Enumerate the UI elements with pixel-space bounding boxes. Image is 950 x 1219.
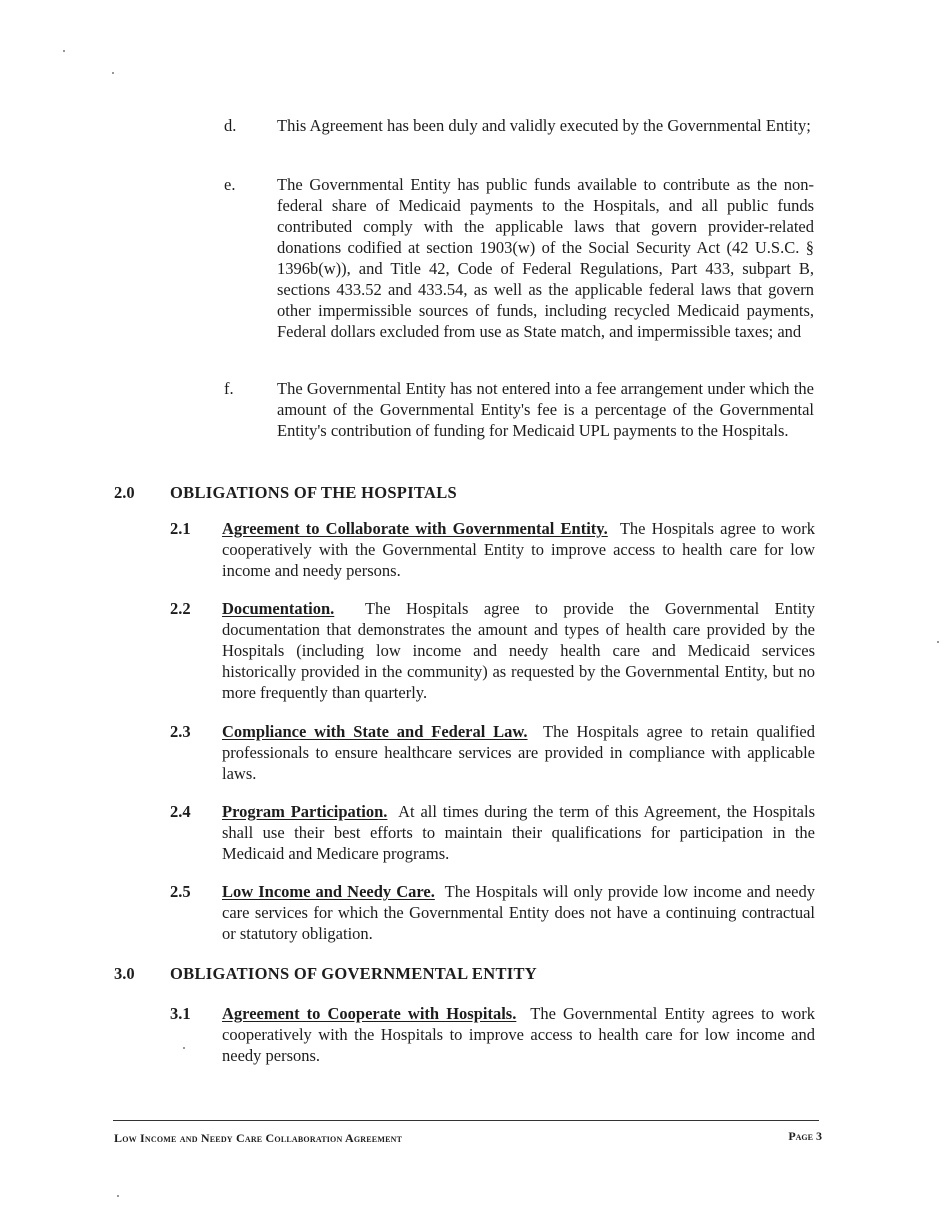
subsection: [222, 881, 815, 944]
footer-document-title: Low Income and Needy Care Collaboration Agreement: [114, 1131, 403, 1145]
scan-speck: [117, 1195, 119, 1197]
section-number: 2.0: [114, 483, 135, 502]
subsection-heading: Agreement to Cooperate with Hospitals.: [222, 1004, 517, 1023]
list-item-letter: d.: [224, 116, 237, 135]
subsection-number: 3.1: [170, 1004, 191, 1023]
list-item-text: The Governmental Entity has not entered into a fee arrangement under which the amount of the Governmental Entity's fee is a percentage of the Governmental Entity's contribution of funding for Medicaid UPL payments to the Hospitals.: [277, 379, 814, 440]
list-item: [224, 115, 816, 159]
scan-speck: [937, 641, 939, 643]
subsection: [222, 721, 815, 784]
subsection-text: At all times during the term of this Agreement, the Hospitals shall use their best efforts to maintain their qualifications for participation in the Medicaid and Medicare programs.: [222, 802, 815, 863]
scan-speck: [183, 1047, 185, 1049]
list-item: [224, 378, 816, 464]
list-item-letter: f.: [224, 379, 234, 398]
subsection: [222, 801, 815, 864]
subsection-heading: Documentation.: [222, 599, 335, 618]
subsection-number: 2.2: [170, 599, 191, 618]
subsection: [222, 518, 815, 581]
footer-page-number: Page 3: [788, 1129, 822, 1143]
subsection-number: 2.5: [170, 882, 191, 901]
scan-speck: [112, 72, 114, 74]
section-title: OBLIGATIONS OF GOVERNMENTAL ENTITY: [170, 964, 537, 983]
subsection-heading: Low Income and Needy Care.: [222, 882, 435, 901]
subsection: [222, 598, 815, 703]
subsection-heading: Program Participation.: [222, 802, 388, 821]
subsection: [222, 1003, 815, 1066]
subsection-heading: Compliance with State and Federal Law.: [222, 722, 528, 741]
subsection-number: 2.3: [170, 722, 191, 741]
subsection-text: The Hospitals agree to retain qualified professionals to ensure healthcare services are provided in compliance with applicable laws.: [222, 722, 815, 783]
subsection-number: 2.1: [170, 519, 191, 538]
list-item-text: The Governmental Entity has public funds available to contribute as the non-federal share of Medicaid payments to the Hospitals, and all public funds contributed comply with the applicable laws that govern provider-related donations codified at section 1903(w) of the Social Security Act (42 U.S.C. § 1396b(w)), and Title 42, Code of Federal Regulations, Part 433, subpart B, sections 433.52 and 433.54, as well as the applicable federal laws that govern other impermissible sources of funds, including recycled Medicaid payments, Federal dollars excluded from use as State match, and impermissible taxes; and: [277, 175, 814, 341]
subsection-heading: Agreement to Collaborate with Governmental Entity.: [222, 519, 608, 538]
subsection-text: The Hospitals agree to work cooperatively with the Governmental Entity to improve access to health care for low income and needy persons.: [222, 519, 815, 580]
subsection-number: 2.4: [170, 802, 191, 821]
list-item-letter: e.: [224, 175, 236, 194]
list-item-text: This Agreement has been duly and validly executed by the Governmental Entity;: [277, 116, 811, 135]
subsection-text: The Hospitals agree to provide the Governmental Entity documentation that demonstrates the amount and types of health care provided by the Hospitals (including low income and needy health care and Medicaid services historically provided in the community) as requested by the Governmental Entity, but no more frequently than quarterly.: [222, 599, 816, 702]
section-title: OBLIGATIONS OF THE HOSPITALS: [170, 483, 457, 502]
scan-speck: [63, 50, 65, 52]
subsection-text: The Hospitals will only provide low income and needy care services for which the Governmental Entity does not have a continuing contractual or statutory obligation.: [222, 882, 815, 943]
subsection-text: The Governmental Entity agrees to work cooperatively with the Hospitals to improve access to health care for low income and needy persons.: [222, 1004, 815, 1065]
footer-divider: [113, 1120, 819, 1121]
section-number: 3.0: [114, 964, 135, 983]
list-item: [224, 174, 816, 364]
